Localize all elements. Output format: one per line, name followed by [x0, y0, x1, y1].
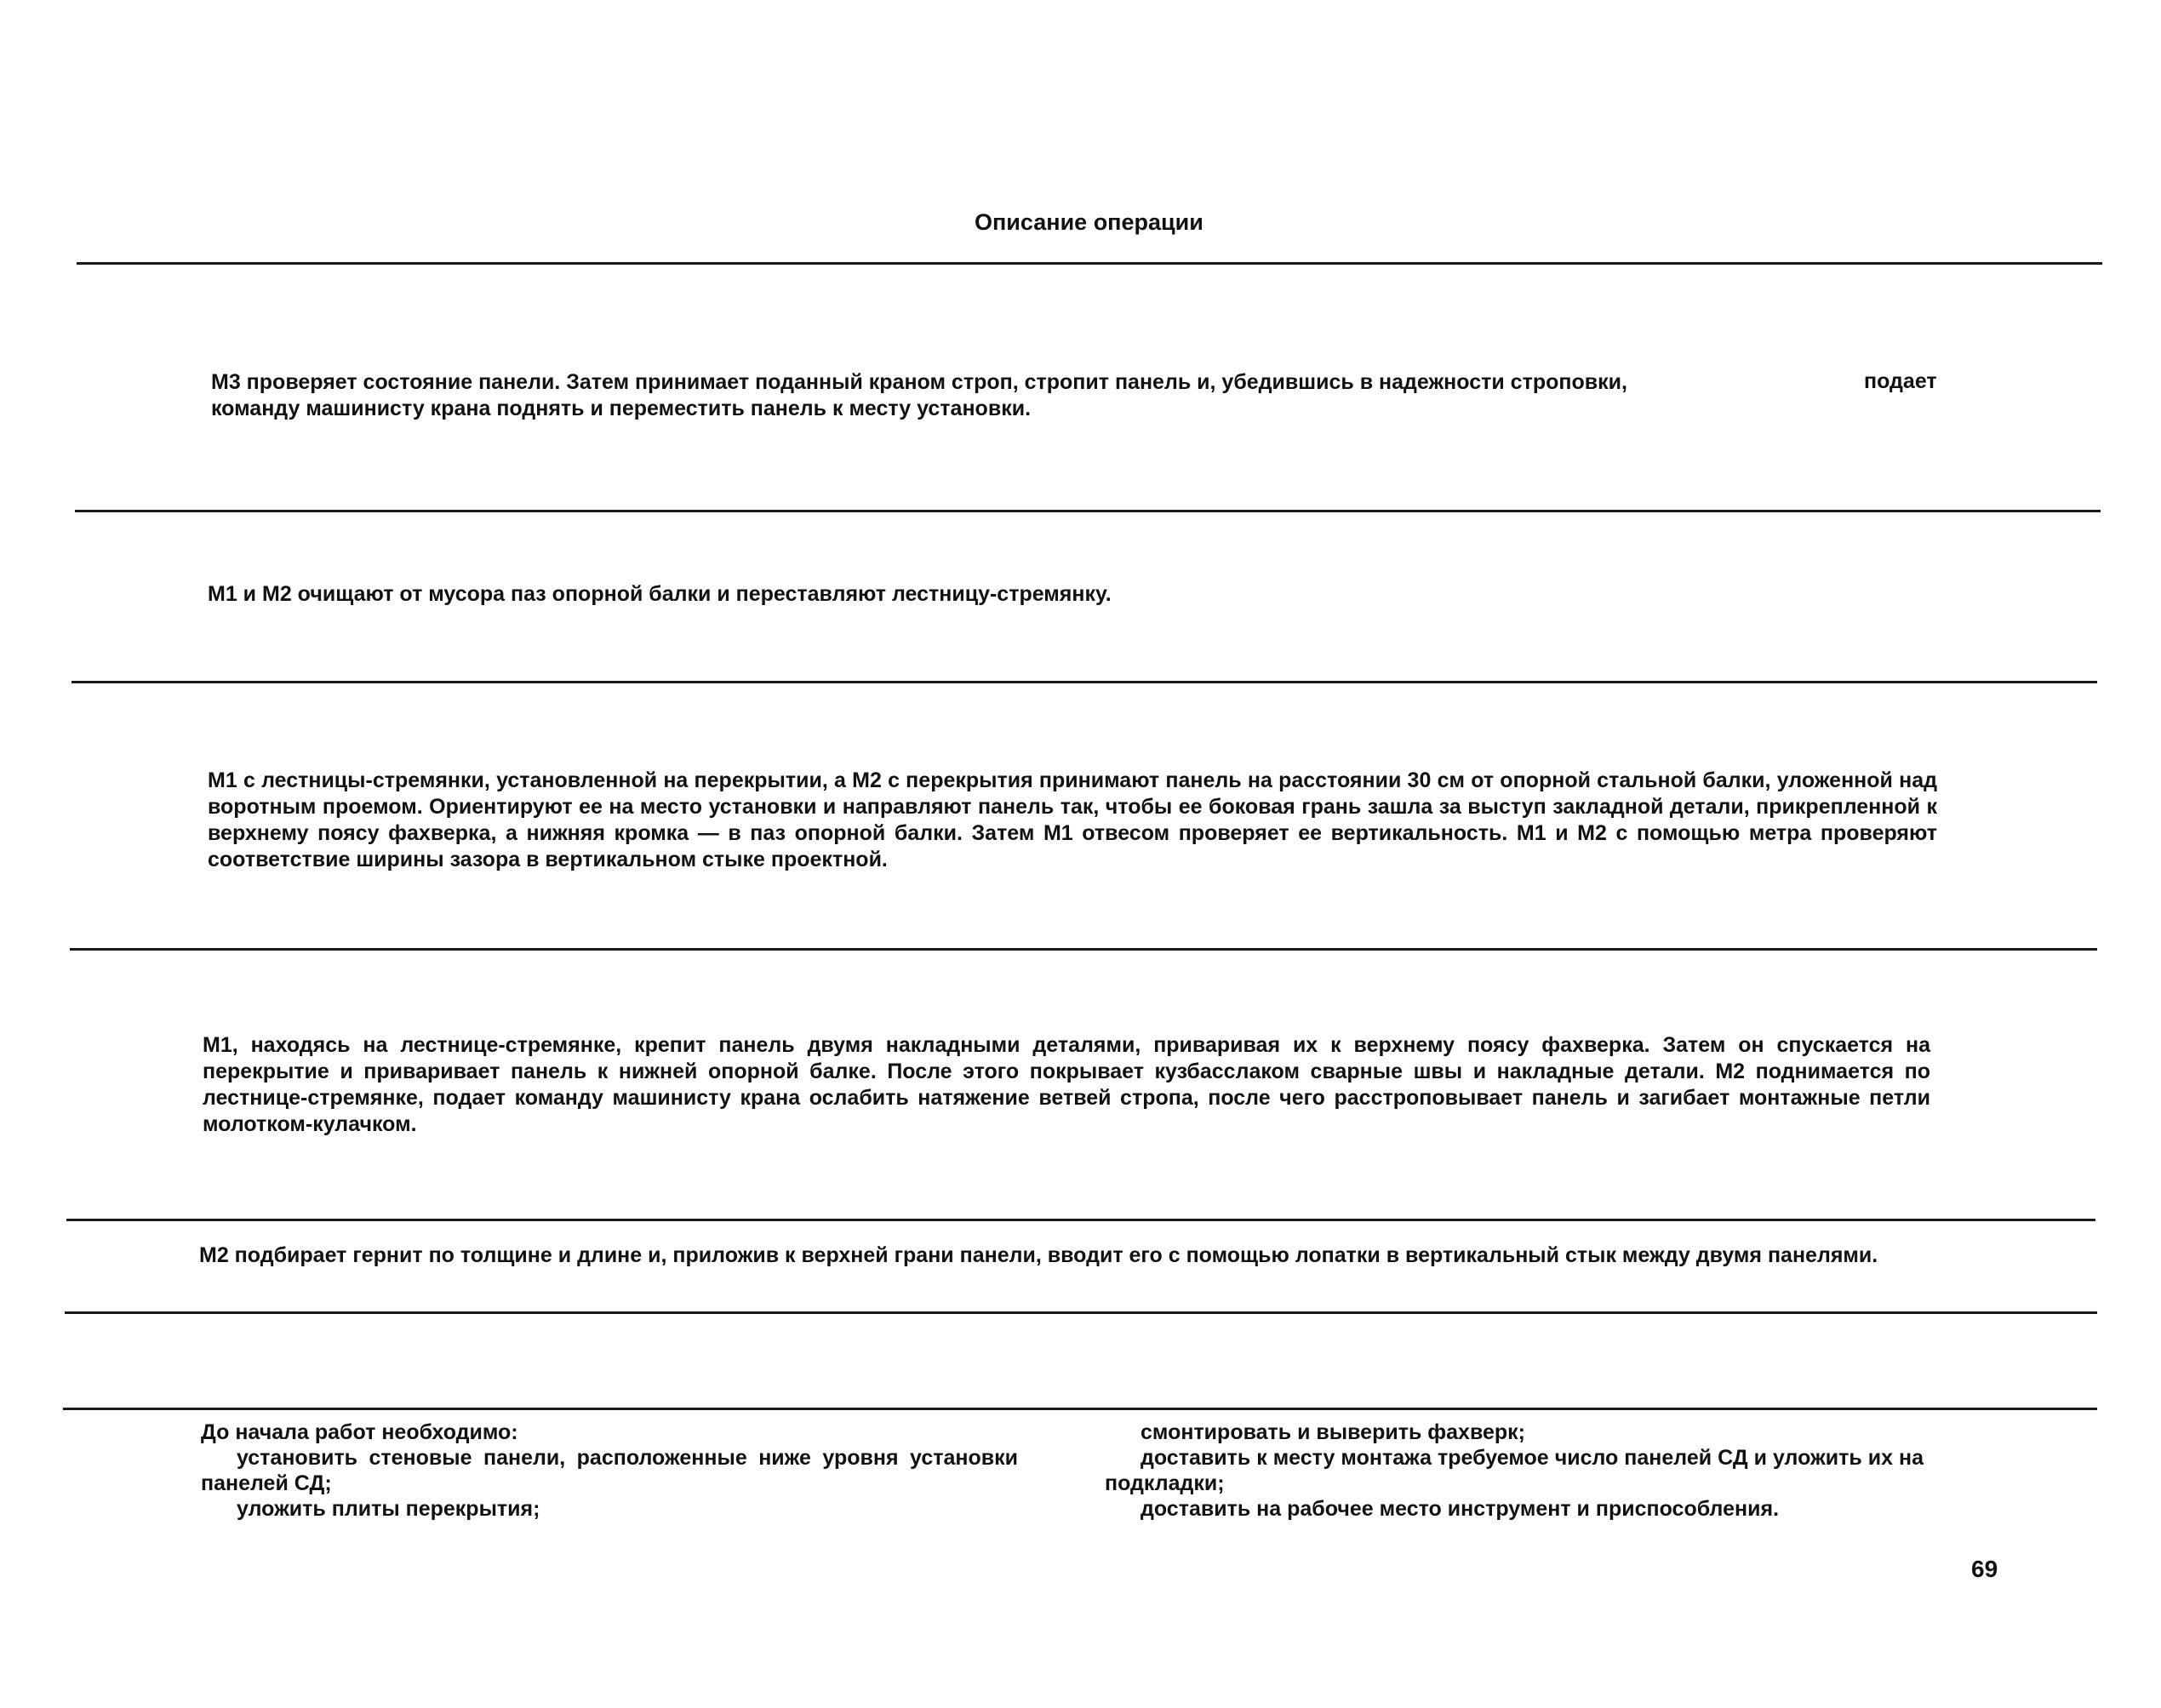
prerequisite-item: установить стеновые панели, расположенные ниже уровня установки панелей СД; — [201, 1446, 1018, 1495]
page-heading: Описание операции — [975, 209, 1203, 235]
divider-3 — [70, 948, 2097, 951]
divider-1 — [75, 510, 2101, 512]
prerequisite-item: уложить плиты перекрытия; — [237, 1497, 540, 1521]
prerequisites-right-column — [1105, 1420, 1924, 1522]
divider-2 — [71, 681, 2097, 683]
operation-1-tail-word: подает — [1864, 369, 1937, 393]
operation-3-text: М1 с лестницы-стремянки, установленной на перекрытии, а М2 с перекрытия принимают панель на расстоянии 30 см от опорной стальной балки, уложенной над воротным проемом. Ориентируют ее на место установки и направляют панель так, чтобы ее боковая грань зашла за выступ закладной детали, прикрепленной к верхнему поясу фахверка, а нижняя кромка — в паз опорной балки. Затем М1 отвесом проверяет ее вертикальность. М1 и М2 с помощью метра проверяют соответствие ширины зазора в вертикальном стыке проектной. — [208, 768, 1937, 871]
divider-4 — [66, 1219, 2095, 1221]
divider-6 — [63, 1408, 2097, 1410]
prerequisite-item: доставить к месту монтажа требуемое число панелей СД и уложить их на подкладки; — [1105, 1446, 1924, 1495]
header-divider — [77, 262, 2102, 265]
operation-5-text: М2 подбирает гернит по толщине и длине и, приложив к верхней грани панели, вводит его с помощью лопатки в вертикальный стык между двумя панелями. — [199, 1243, 1878, 1267]
prerequisites-left-column — [201, 1420, 1018, 1522]
page-number: 69 — [1971, 1556, 1998, 1582]
prerequisite-item: доставить на рабочее место инструмент и приспособления. — [1141, 1497, 1780, 1521]
operation-4-text: М1, находясь на лестнице-стремянке, крепит панель двумя накладными деталями, приваривая их к верхнему поясу фахверка. Затем он спускается на перекрытие и приваривает панель к нижней опорной балке. После этого покрывает кузбасслаком сварные швы и накладные детали. М2 поднимается по лестнице-стремянке, подает команду машинисту крана ослабить натяжение ветвей стропа, после чего расстроповывает панель и загибает монтажные петли молотком-кулачком. — [203, 1033, 1930, 1136]
prerequisite-item: смонтировать и выверить фахверк; — [1141, 1420, 1526, 1444]
operation-2-text: М1 и М2 очищают от мусора паз опорной балки и переставляют лестницу-стремянку. — [208, 582, 1112, 606]
divider-5 — [65, 1311, 2097, 1314]
operation-1-line-1: М3 проверяет состояние панели. Затем принимает поданный краном строп, стропит панель и, убедившись в надежности строповки, — [211, 370, 1627, 394]
prerequisites-title: До начала работ необходимо: — [201, 1420, 518, 1444]
operation-1-line-2: команду машинисту крана поднять и переместить панель к месту установки. — [211, 397, 1032, 420]
operation-1-text — [211, 369, 1828, 422]
